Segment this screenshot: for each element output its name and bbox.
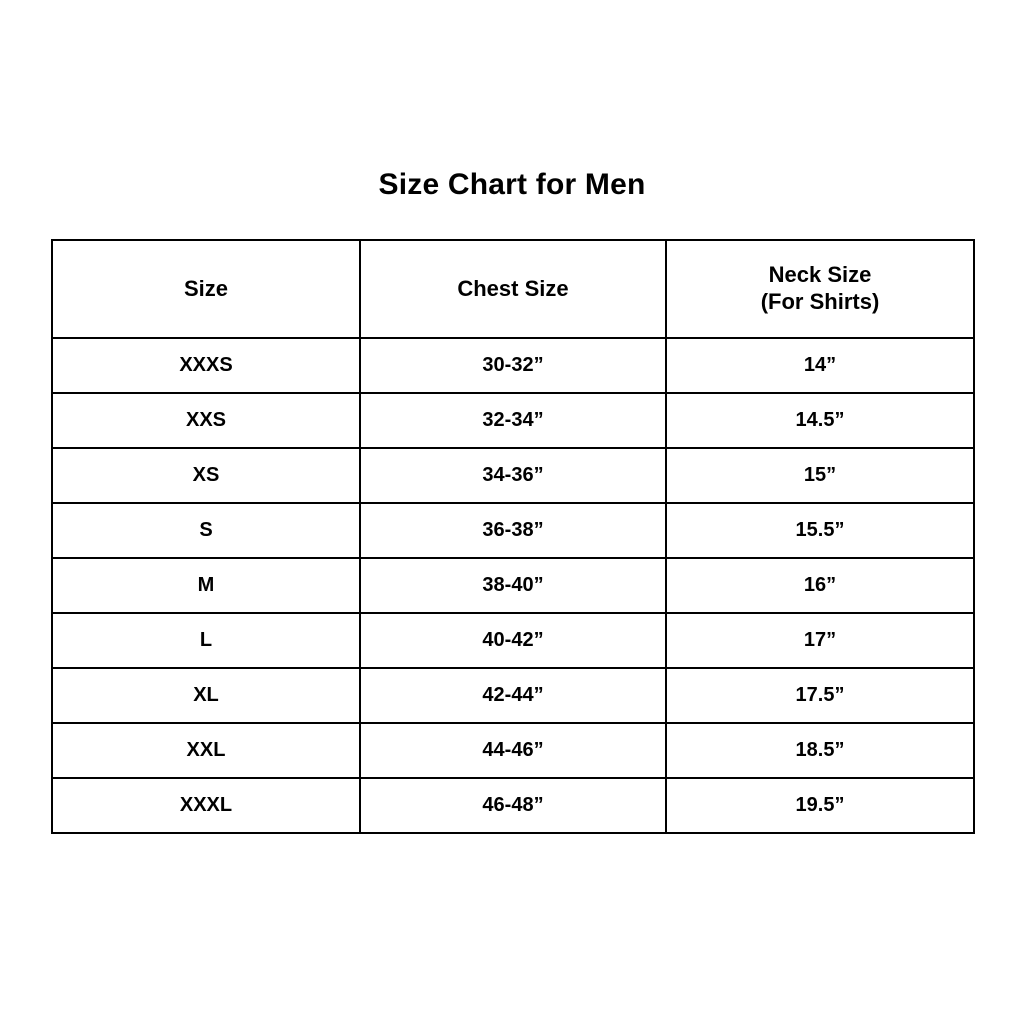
cell-neck: 14” — [666, 338, 974, 393]
cell-size: XXXS — [52, 338, 360, 393]
column-header-chest-size — [360, 240, 666, 338]
table-row — [52, 393, 974, 448]
column-header-neck-size-label: Neck Size — [768, 262, 872, 288]
cell-chest: 38-40” — [360, 558, 666, 613]
column-header-neck-size — [666, 240, 974, 338]
cell-size: XXL — [52, 723, 360, 778]
cell-neck: 18.5” — [666, 723, 974, 778]
cell-chest: 30-32” — [360, 338, 666, 393]
table-row — [52, 613, 974, 668]
table-row — [52, 448, 974, 503]
column-header-neck-size-sublabel: (For Shirts) — [760, 289, 880, 314]
table-row — [52, 668, 974, 723]
cell-neck: 19.5” — [666, 778, 974, 833]
column-header-chest-size-label: Chest Size — [457, 275, 569, 301]
table-header-row — [52, 240, 974, 338]
cell-neck: 16” — [666, 558, 974, 613]
table-row — [52, 723, 974, 778]
cell-neck: 17” — [666, 613, 974, 668]
column-header-size — [52, 240, 360, 338]
cell-neck: 15” — [666, 448, 974, 503]
cell-chest: 40-42” — [360, 613, 666, 668]
table-row — [52, 503, 974, 558]
cell-chest: 34-36” — [360, 448, 666, 503]
cell-neck: 15.5” — [666, 503, 974, 558]
cell-chest: 44-46” — [360, 723, 666, 778]
cell-neck: 17.5” — [666, 668, 974, 723]
cell-chest: 32-34” — [360, 393, 666, 448]
page-title: Size Chart for Men — [378, 168, 646, 201]
cell-size: XL — [52, 668, 360, 723]
cell-size: S — [52, 503, 360, 558]
size-chart-table-container — [51, 239, 973, 834]
table-row — [52, 778, 974, 833]
size-chart-table — [51, 239, 975, 834]
cell-size: XS — [52, 448, 360, 503]
cell-size: M — [52, 558, 360, 613]
cell-size: XXXL — [52, 778, 360, 833]
cell-chest: 36-38” — [360, 503, 666, 558]
table-row — [52, 558, 974, 613]
cell-chest: 42-44” — [360, 668, 666, 723]
column-header-size-label: Size — [183, 275, 229, 301]
cell-chest: 46-48” — [360, 778, 666, 833]
cell-size: XXS — [52, 393, 360, 448]
cell-neck: 14.5” — [666, 393, 974, 448]
cell-size: L — [52, 613, 360, 668]
table-row — [52, 338, 974, 393]
